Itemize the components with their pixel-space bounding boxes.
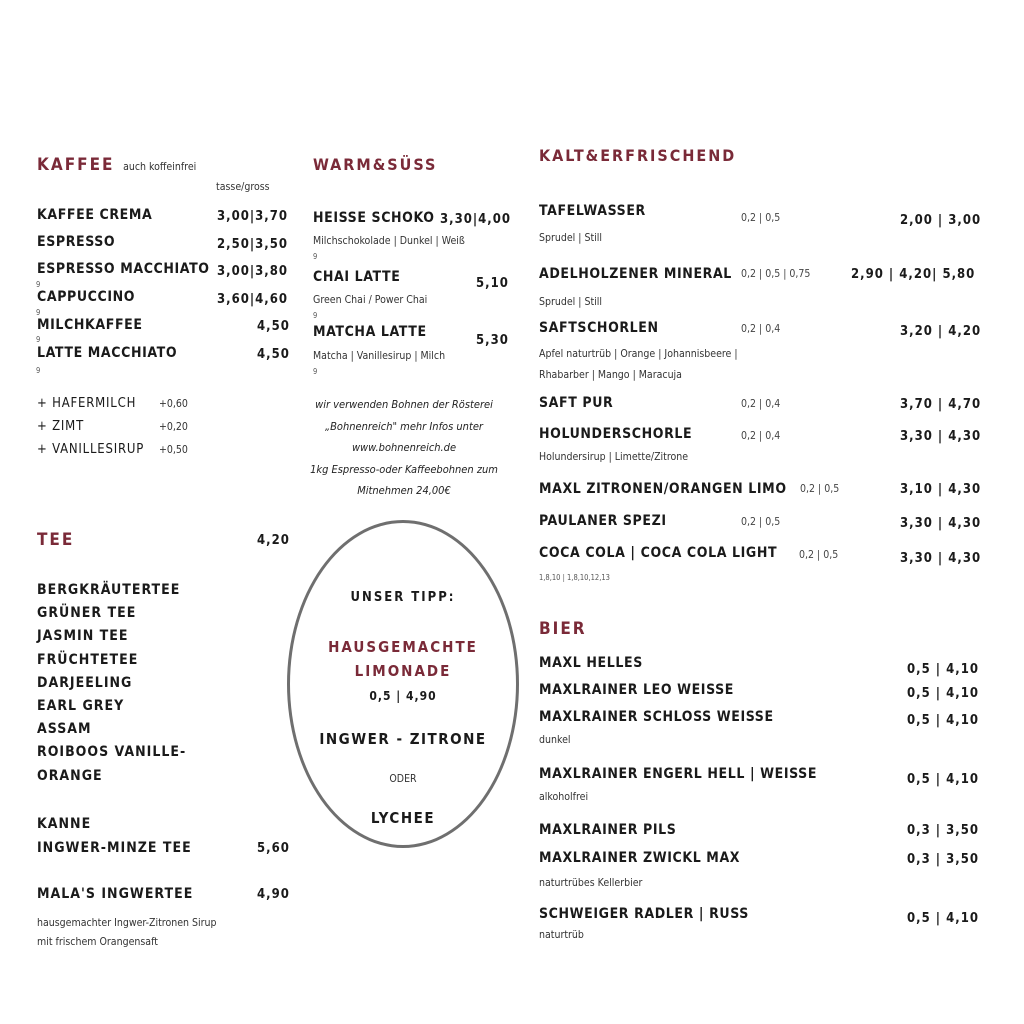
menu-item-price: 2,00 | 3,00 [900, 213, 982, 228]
menu-item-name: MAXLRAINER LEO WEISSE [539, 682, 735, 698]
menu-item-name: MAXL HELLES [539, 655, 643, 671]
tea-item: GRÜNER TEE [37, 605, 137, 622]
menu-item-sizes: 0,2 | 0,4 [741, 323, 781, 335]
tea-item: FRÜCHTETEE [37, 651, 139, 668]
addon-price: +0,60 [159, 398, 188, 410]
kaffee-heading: KAFFEE [37, 155, 115, 175]
menu-item-name: CAPPUCCINO [37, 289, 136, 305]
roastery-note-line: wir verwenden Bohnen der Rösterei [315, 398, 493, 411]
menu-item-price: 3,00|3,80 [217, 264, 288, 279]
mala-price: 4,90 [257, 887, 290, 902]
kanne-item: INGWER-MINZE TEE [37, 840, 192, 856]
tea-item: EARL GREY [37, 698, 125, 715]
menu-item-desc: Rhabarber | Mango | Maracuja [539, 369, 682, 381]
menu-item-price: 3,30 | 4,30 [900, 429, 982, 444]
menu-item-price: 0,5 | 4,10 [907, 686, 979, 701]
menu-item-name: HOLUNDERSCHORLE [539, 426, 693, 442]
allergen-note: 9 [313, 252, 318, 261]
menu-item-name: MATCHA LATTE [313, 324, 427, 340]
menu-item-sizes: 0,2 | 0,4 [741, 430, 781, 442]
addon-name: + VANILLESIRUP [37, 442, 145, 457]
menu-item-price: 3,20 | 4,20 [900, 324, 982, 339]
menu-item-name: TAFELWASSER [539, 203, 646, 219]
addon-price: +0,50 [159, 444, 188, 456]
allergen-note: 9 [36, 366, 41, 375]
mala-name: MALA'S INGWERTEE [37, 886, 194, 902]
mala-desc: mit frischem Orangensaft [37, 936, 158, 948]
addon-name: + ZIMT [37, 419, 85, 434]
tea-item: ORANGE [37, 767, 103, 784]
tee-heading: TEE [37, 530, 75, 550]
tea-item: ROIBOOS VANILLE- [37, 744, 187, 761]
menu-item-price: 3,30|4,00 [440, 212, 511, 227]
menu-item-price: 5,10 [476, 276, 509, 291]
roastery-note-line: 1kg Espresso-oder Kaffeebohnen zum [310, 462, 498, 476]
menu-item-price: 0,5 | 4,10 [907, 911, 979, 926]
menu-item-sizes: 0,2 | 0,5 [800, 483, 840, 495]
menu-item-desc: alkoholfrei [539, 791, 589, 803]
menu-item-price: 3,70 | 4,70 [900, 397, 982, 412]
menu-item-price: 3,30 | 4,30 [900, 516, 982, 531]
tipp-option-1: INGWER - ZITRONE [319, 730, 487, 748]
tea-item: JASMIN TEE [37, 628, 129, 645]
menu-item-price: 3,00|3,70 [217, 209, 288, 224]
tipp-title-1: HAUSGEMACHTE [328, 638, 478, 656]
kanne-price: 5,60 [257, 841, 290, 856]
tipp-label: UNSER TIPP: [350, 590, 456, 605]
roastery-note-line: Mitnehmen 24,00€ [357, 484, 451, 497]
menu-item-price: 2,50|3,50 [217, 237, 288, 252]
menu-item-name: MAXLRAINER PILS [539, 822, 677, 838]
allergen-note: 1,8,10 | 1,8,10,12,13 [539, 573, 610, 582]
menu-item-desc: dunkel [539, 734, 571, 746]
menu-item-desc: Sprudel | Still [539, 232, 603, 244]
menu-item-name: PAULANER SPEZI [539, 513, 667, 529]
roastery-note [289, 394, 519, 502]
bier-heading: BIER [539, 619, 587, 639]
menu-item-name: ESPRESSO [37, 234, 116, 250]
menu-item-price: 0,5 | 4,10 [907, 713, 979, 728]
menu-item-name: MAXLRAINER ENGERL HELL | WEISSE [539, 766, 818, 782]
menu-item-sizes: 0,2 | 0,5 | 0,75 [741, 268, 811, 280]
menu-item-price: 0,3 | 3,50 [907, 823, 979, 838]
roastery-note-line: „Bohnenreich" mehr Infos unter [324, 419, 483, 433]
menu-item-price: 3,10 | 4,30 [900, 482, 982, 497]
menu-item-name: ESPRESSO MACCHIATO [37, 261, 210, 277]
allergen-note: 9 [36, 308, 41, 317]
menu-item-desc: naturtrüb [539, 929, 584, 941]
kaffee-heading-note: auch koffeinfrei [123, 161, 197, 173]
menu-item-desc: Holundersirup | Limette/Zitrone [539, 451, 689, 463]
menu-item-sizes: 0,2 | 0,5 [741, 516, 781, 528]
allergen-note: 9 [36, 335, 41, 344]
menu-item-desc: Sprudel | Still [539, 296, 603, 308]
tipp-price: 0,5 | 4,90 [369, 689, 437, 703]
menu-item-desc: Matcha | Vanillesirup | Milch [313, 350, 446, 362]
allergen-note: 9 [313, 367, 318, 376]
menu-item-price: 4,50 [257, 319, 290, 334]
addon-price: +0,20 [159, 421, 188, 433]
allergen-note: 9 [313, 311, 318, 320]
menu-item-sizes: 0,2 | 0,5 [799, 549, 839, 561]
kalt-heading: KALT&ERFRISCHEND [539, 146, 737, 165]
tipp-title-2: LIMONADE [354, 662, 452, 680]
menu-item-price: 0,3 | 3,50 [907, 852, 979, 867]
menu-item-name: MAXLRAINER SCHLOSS WEISSE [539, 709, 774, 725]
menu-item-price: 4,50 [257, 347, 290, 362]
menu-item-desc: Milchschokolade | Dunkel | Weiß [313, 235, 465, 247]
menu-item-name: SAFTSCHORLEN [539, 320, 659, 336]
allergen-note: 9 [36, 280, 41, 289]
menu-item-price: 2,90 | 4,20| 5,80 [851, 267, 976, 282]
menu-item-name: MAXL ZITRONEN/ORANGEN LIMO [539, 481, 787, 497]
menu-item-sizes: 0,2 | 0,4 [741, 398, 781, 410]
roastery-note-line: www.bohnenreich.de [351, 441, 457, 454]
menu-item-name: ADELHOLZENER MINERAL [539, 266, 732, 282]
tipp-oder: ODER [389, 773, 417, 785]
tipp-circle [287, 520, 519, 848]
tipp-option-2: LYCHEE [370, 809, 436, 827]
addon-name: + HAFERMILCH [37, 396, 137, 411]
menu-item-name: SCHWEIGER RADLER | RUSS [539, 906, 749, 922]
mala-desc: hausgemachter Ingwer-Zitronen Sirup [37, 917, 217, 929]
tea-list [37, 579, 186, 788]
tee-price: 4,20 [257, 533, 290, 548]
menu-item-name: LATTE MACCHIATO [37, 345, 178, 361]
menu-item-name: SAFT PUR [539, 395, 614, 411]
menu-item-name: CHAI LATTE [313, 269, 401, 285]
menu-item-name: COCA COLA | COCA COLA LIGHT [539, 545, 778, 561]
menu-item-name: MILCHKAFFEE [37, 317, 143, 333]
kaffee-size-label: tasse/gross [216, 181, 270, 193]
menu-item-sizes: 0,2 | 0,5 [741, 212, 781, 224]
menu-item-name: HEISSE SCHOKO [313, 210, 435, 226]
menu-item-name: MAXLRAINER ZWICKL MAX [539, 850, 741, 866]
menu-item-price: 5,30 [476, 333, 509, 348]
kaffee-section-heading [37, 155, 196, 175]
menu-item-desc: Apfel naturtrüb | Orange | Johannisbeere | [539, 348, 738, 360]
warm-heading: WARM&SÜSS [313, 155, 438, 174]
menu-item-desc: Green Chai / Power Chai [313, 294, 428, 306]
menu-item-name: KAFFEE CREMA [37, 207, 153, 223]
menu-item-price: 0,5 | 4,10 [907, 662, 979, 677]
menu-item-price: 3,60|4,60 [217, 292, 288, 307]
tea-item: BERGKRÄUTERTEE [37, 582, 181, 598]
menu-item-desc: naturtrübes Kellerbier [539, 877, 643, 889]
menu-item-price: 3,30 | 4,30 [900, 551, 982, 566]
tea-item: DARJEELING [37, 674, 133, 691]
kanne-label: KANNE [37, 816, 92, 832]
tea-item: ASSAM [37, 721, 92, 738]
menu-item-price: 0,5 | 4,10 [907, 772, 979, 787]
